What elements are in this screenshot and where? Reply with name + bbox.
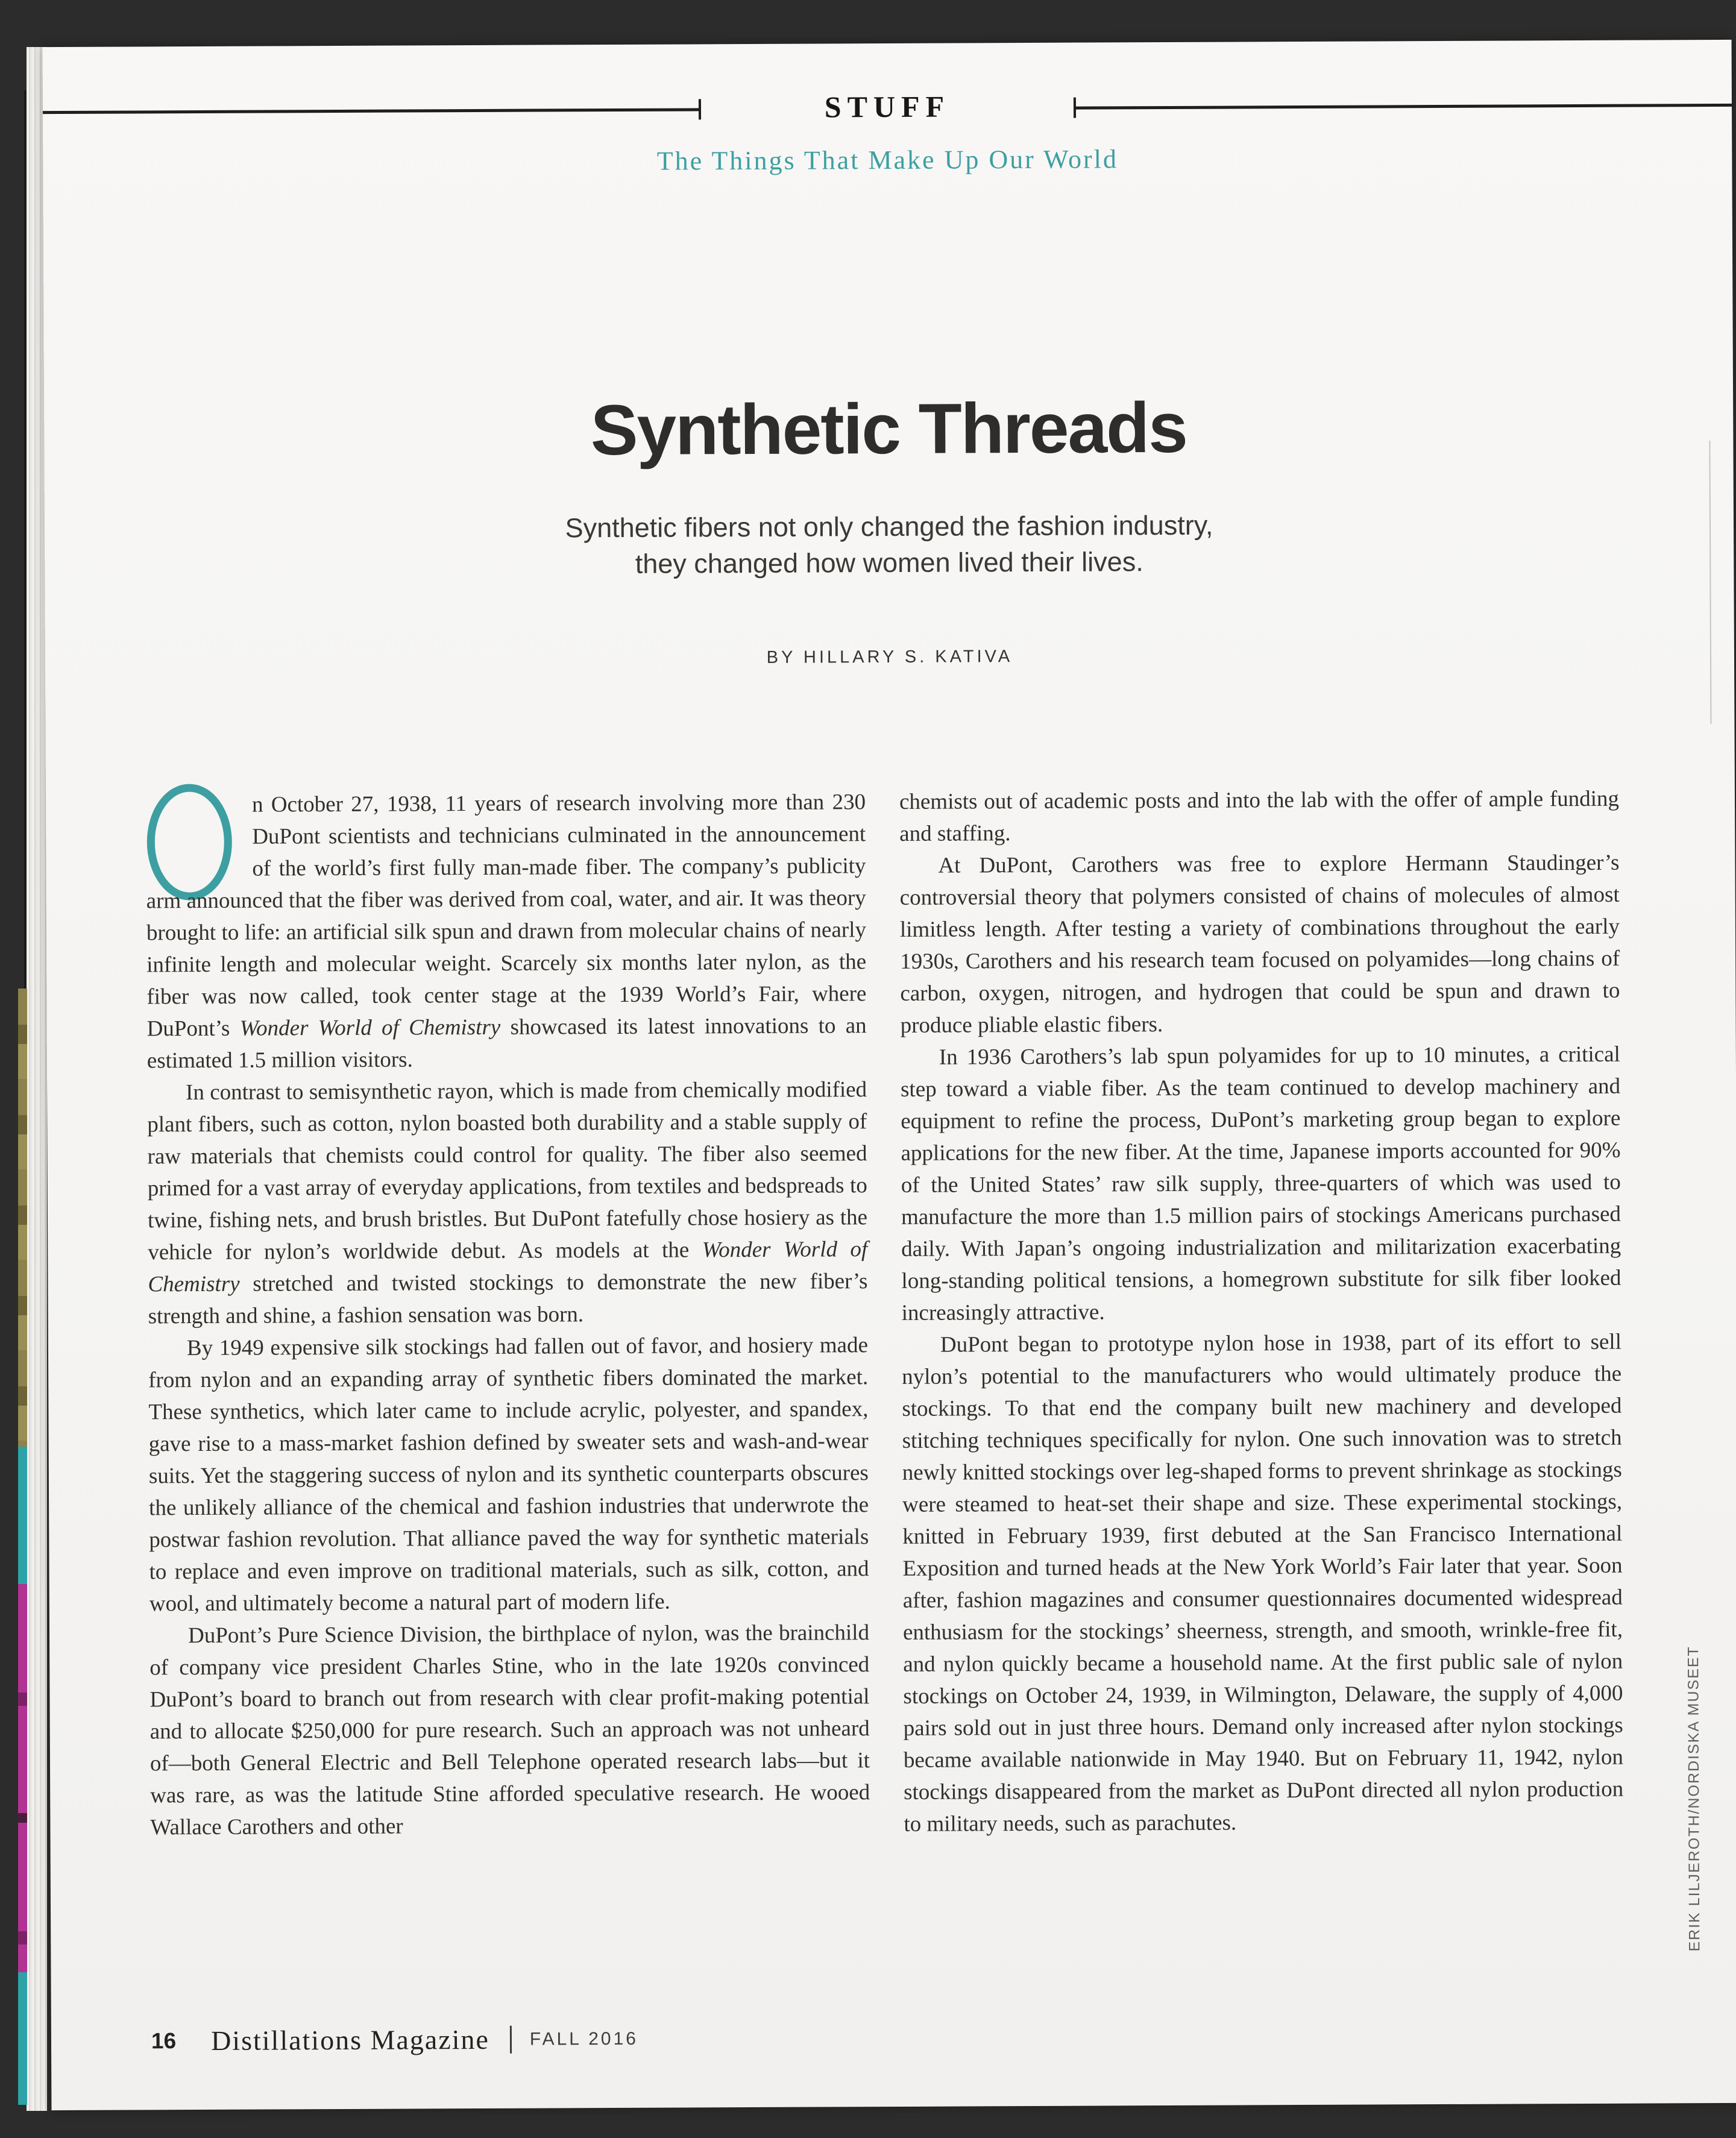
article-title: Synthetic Threads (590, 388, 1187, 471)
deck-line-2: they changed how women lived their lives. (635, 546, 1143, 579)
footer-divider (510, 2025, 512, 2053)
header-rule-right (1076, 103, 1732, 109)
byline: BY HILLARY S. KATIVA (766, 647, 1013, 667)
body-paragraph: n October 27, 1938, 11 years of research involving more than 230 DuPont scientists and technicians culminated in the announcement of the world’s first fully man-made fiber. The company’s publicity arm announced that the fiber was derived from coal, water, and air. It was theory brought to life: an artificial silk spun and drawn from molecular chains of nearly infinite length and molecular weight. Scarcely six months later nylon, as the fiber was now called, took center stage at the 1939 World’s Fair, where DuPont’s Wonder World of Chemistry showcased its latest innovations to an estimated 1.5 million visitors. (146, 786, 867, 1077)
article-column-2 (899, 783, 1624, 1840)
section-header (43, 88, 1732, 129)
deck-line-1: Synthetic fibers not only changed the fashion industry, (565, 509, 1213, 544)
article-body (146, 783, 1624, 1844)
body-paragraph: DuPont began to prototype nylon hose in 1938, part of its effort to sell nylon’s potential to the manufacturers who would ultimately produce the stockings. To that end the company built new machinery and developed stitching techniques specifically for nylon. One such innovation was to stretch newly knitted stockings over leg-shaped forms to prevent shrinkage as stockings were steamed to heat-set their shape and size. These experimental stockings, knitted in February 1939, first debuted at the San Francisco International Exposition and turned heads at the New York World’s Fair later that year. Soon after, fashion magazines and consumer questionnaires documented widespread enthusiasm for the stockings’ sheerness, strength, and smooth, wrinkle-free fit, and nylon quickly became a household name. At the first public sale of nylon stockings on October 24, 1939, in Wilmington, Delaware, the supply of 4,000 pairs sold out in just three hours. Demand only increased after nylon stockings became available nationwide in May 1940. But on February 11, 1942, nylon stockings disappeared from the market as DuPont directed all nylon production to military needs, such as parachutes. (902, 1329, 1624, 1837)
section-label: STUFF (824, 89, 951, 124)
page-footer (151, 2023, 638, 2057)
body-paragraph: chemists out of academic posts and into the lab with the offer of ample funding and staffing. (899, 786, 1620, 846)
article-deck (45, 505, 1734, 585)
photo-credit: ERIK LILJEROTH/NORDISKA MUSEET (1685, 1645, 1703, 1952)
fore-edge-strip-olive (18, 989, 27, 1447)
drop-cap-o (146, 793, 238, 885)
header-rule-left (43, 108, 699, 114)
magazine-page (43, 40, 1736, 2110)
page-crease-line (1709, 441, 1711, 724)
magazine-name: Distillations Magazine (211, 2023, 490, 2056)
article-column-1 (146, 786, 870, 1843)
body-paragraph: DuPont’s Pure Science Division, the birthplace of nylon, was the brainchild of company vice president Charles Stine, who in the late 1920s convinced DuPont’s board to branch out from research with clear profit-making potential and to allocate $250,000 for pure research. Such an approach was not unheard of—both General Electric and Bell Telephone operated research labs—but it was rare, as was the latitude Stine afforded speculative research. He wooed Wallace Carothers and other (149, 1620, 870, 1840)
body-paragraph: By 1949 expensive silk stockings had fallen out of favor, and hosiery made from nylon and an expanding array of synthetic fibers dominated the market. These synthetics, which later came to include acrylic, polyester, and spandex, gave rise to a mass-market fashion defined by sweater sets and wash-and-wear suits. Yet the staggering success of nylon and its synthetic counterparts obscures the unlikely alliance of the chemical and fashion industries that underwrote the postwar fashion revolution. That alliance paved the way for synthetic materials to replace and even improve on traditional materials, such as silk, cotton, and wool, and ultimately become a natural part of modern life. (148, 1333, 869, 1617)
body-paragraph: In contrast to semisynthetic rayon, which is made from chemically modified plant fibers, such as cotton, nylon boasted both durability and a stable supply of raw materials that chemists could control for quality. The fiber also seemed primed for a vast array of everyday applications, from textiles and bedspreads to twine, fishing nets, and brush bristles. But DuPont fatefully chose hosiery as the vehicle for nylon’s worldwide debut. As models at the Wonder World of Chemistry stretched and twisted stockings to demonstrate the new fiber’s strength and shine, a fashion sensation was born. (147, 1077, 868, 1329)
body-paragraph: In 1936 Carothers’s lab spun polyamides for up to 10 minutes, a critical step toward a viable fiber. As the team continued to develop machinery and equipment to refine the process, DuPont’s marketing group began to explore applications for the new fiber. At the time, Japanese imports accounted for 90% of the United States’ raw silk supply, three-quarters of which was used to manufacture the more than 1.5 million pairs of stockings Americans purchased daily. With Japan’s ongoing industrialization and militarization exacerbating long-standing political tensions, a homegrown substitute for silk fiber looked increasingly attractive. (901, 1042, 1621, 1325)
page-number: 16 (151, 2028, 177, 2053)
fore-edge-strip-teal-upper (18, 1447, 27, 1584)
fore-edge-strip-teal-lower (18, 1972, 27, 2105)
fore-edge-strip-magenta (18, 1584, 27, 1972)
issue-label: FALL 2016 (529, 2028, 638, 2049)
section-tagline: The Things That Make Up Our World (656, 144, 1119, 176)
body-paragraph: At DuPont, Carothers was free to explore Hermann Staudinger’s controversial theory that polymers consisted of chains of molecules of almost limitless length. After testing a variety of combinations throughout the early 1930s, Carothers and his research team focused on polyamides—long chains of carbon, oxygen, nitrogen, and hydrogen that could be spun and drawn to produce pliable elastic fibers. (899, 850, 1620, 1038)
